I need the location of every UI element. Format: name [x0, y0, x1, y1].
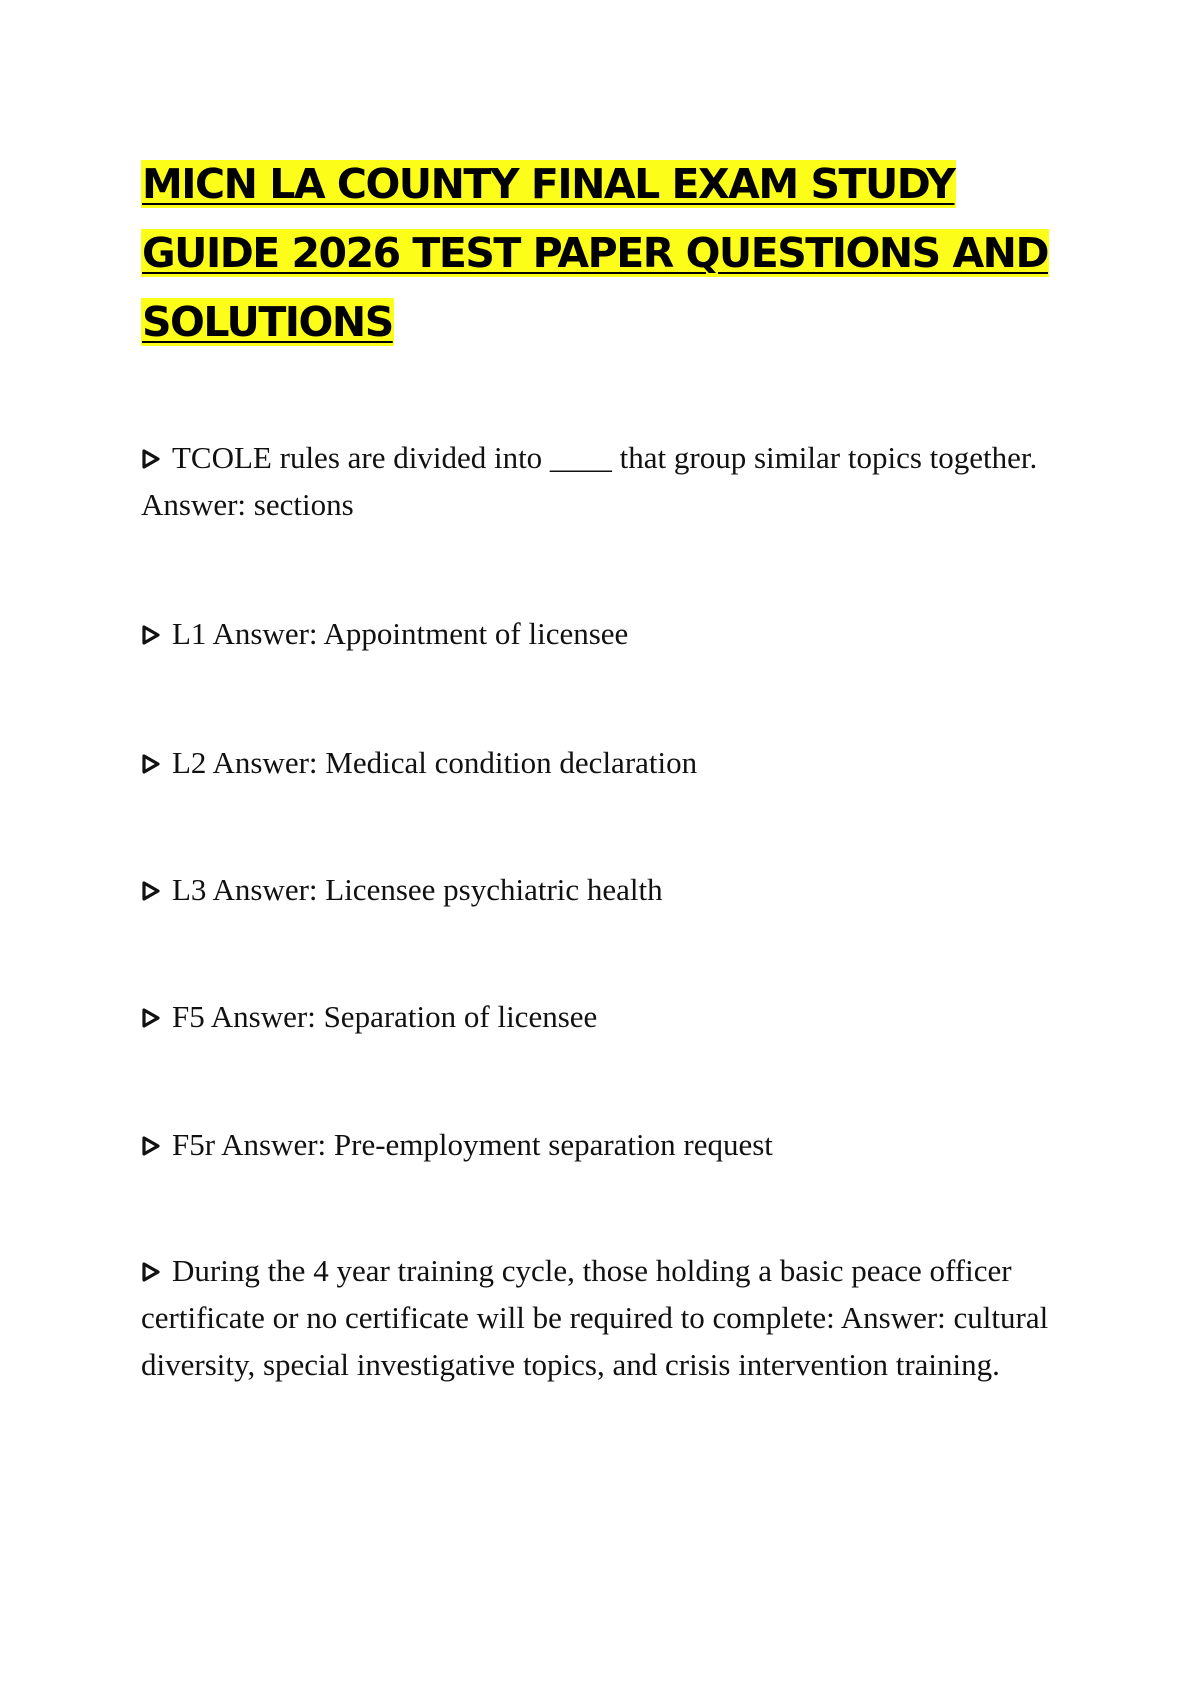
qa-text: L1 Answer: Appointment of licensee	[172, 616, 629, 651]
qa-text: L2 Answer: Medical condition declaration	[172, 745, 698, 780]
triangle-arrow-icon	[141, 448, 161, 470]
document-title	[141, 150, 1071, 357]
qa-item	[141, 993, 1061, 1040]
triangle-arrow-icon	[141, 753, 161, 775]
qa-text: F5 Answer: Separation of licensee	[172, 999, 598, 1034]
triangle-arrow-icon	[141, 880, 161, 902]
title-text: MICN LA COUNTY FINAL EXAM STUDY GUIDE 2026 TEST PAPER QUESTIONS AND SOLUTIONS	[142, 160, 1049, 346]
qa-item	[141, 866, 1061, 913]
qa-item	[141, 739, 1061, 786]
triangle-arrow-icon	[141, 1007, 161, 1029]
qa-item	[141, 1247, 1061, 1388]
qa-item	[141, 610, 1061, 657]
qa-text: TCOLE rules are divided into ____ that group similar topics together. Answer: sections	[141, 440, 1038, 522]
triangle-arrow-icon	[141, 624, 161, 646]
qa-item	[141, 1121, 1061, 1168]
qa-text: F5r Answer: Pre-employment separation request	[172, 1127, 773, 1162]
qa-item	[141, 434, 1061, 528]
qa-text: L3 Answer: Licensee psychiatric health	[172, 872, 663, 907]
triangle-arrow-icon	[141, 1261, 161, 1283]
triangle-arrow-icon	[141, 1135, 161, 1157]
qa-text: During the 4 year training cycle, those holding a basic peace officer certificate or no certificate will be required to complete: Answer: cultural diversity, special investigative topics, and crisis intervention training.	[141, 1253, 1049, 1382]
